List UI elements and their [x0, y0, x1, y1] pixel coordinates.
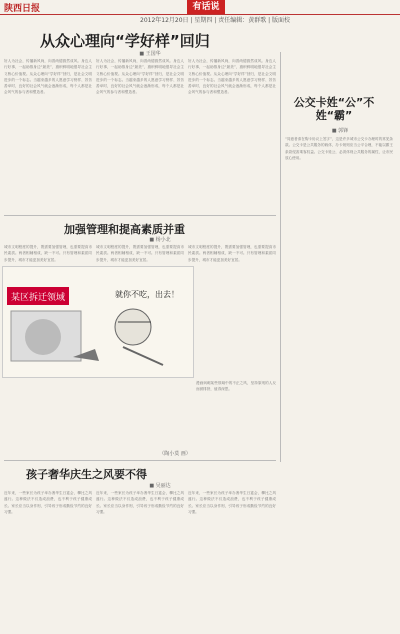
article3-column-3: 城市文明程度的提升，既需要加强管理，也需要提高市民素质。两者相辅相成，缺一不可。只有管理和素质同步提升，城市才能更加美好宜居。: [188, 245, 276, 262]
article2-byline: ■ 郭锋: [331, 128, 349, 134]
article1-column-2: 好人为社会，传播新风尚，向善尚德蔚然成风。身边人行好事，一起助推身边“最美”，旗帜鲜明地倡导社会主义核心价值观。从众心理向“学好样”回归，是社会文明进步的一个标志。当越来越多的人愿意学习榜样、效仿善举时，良好的社会风气就会逐渐形成，每个人都是社会风气的参与者和塑造者。: [96, 59, 184, 95]
article4-byline: ■ 吴丽达: [149, 483, 171, 489]
article3-column-2: 城市文明程度的提升，既需要加强管理，也需要提高市民素质。两者相辅相成，缺一不可。只有管理和素质同步提升，城市才能更加美好宜居。: [96, 245, 184, 262]
article2-headline: 公交卡姓“公”不姓“霸”: [293, 96, 375, 122]
article4-column-1: 近年来，一些家长为孩子举办奢华生日宴会，攀比之风盛行。这种做法不仅造成浪费，也不利于孩子健康成长。家长应当以身作则，引导孩子形成勤俭节约的良好习惯。: [4, 491, 92, 514]
article1-byline: ■ 王国华: [139, 51, 161, 57]
article3-byline: ■ 杨小北: [149, 237, 171, 243]
article3-headline: 加强管理和提高素质并重: [64, 223, 185, 236]
column-divider: [280, 52, 281, 462]
section-divider-2: [4, 460, 276, 461]
article1-headline: 从众心理向“学好样”回归: [40, 32, 210, 50]
cartoon-credit: （陶小莫 画）: [159, 451, 191, 457]
section-tag: 有话说: [187, 0, 225, 14]
article1-column-1: 好人为社会，传播新风尚，向善尚德蔚然成风。身边人行好事，一起助推身边“最美”，旗帜鲜明地倡导社会主义核心价值观。从众心理向“学好样”回归，是社会文明进步的一个标志。当越来越多的人愿意学习榜样、效仿善举时，良好的社会风气就会逐渐形成，每个人都是社会风气的参与者和塑造者。: [4, 59, 92, 95]
cartoon-illustration: [2, 266, 194, 378]
paper-name: 陕西日报: [4, 4, 41, 14]
section-divider-1: [4, 215, 276, 216]
article1-column-3: 好人为社会，传播新风尚，向善尚德蔚然成风。身边人行好事，一起助推身边“最美”，旗帜鲜明地倡导社会主义核心价值观。从众心理向“学好样”回归，是社会文明进步的一个标志。当越来越多的人愿意学习榜样、效仿善举时，良好的社会风气就会逐渐形成，每个人都是社会风气的参与者和塑造者。: [188, 59, 276, 95]
cartoon-drawing: [3, 267, 193, 377]
article2-body: “同意者请在购卡协议上签字”，这是许多城市公交卡办理时的常见条款。公交卡是公共服务的载体，办卡规则应当公平合理，不能以霸王条款侵害乘客权益。公交卡姓公，必须体现公共服务的属性，让市民放心使用。: [285, 137, 393, 160]
issue-meta: 2012年12月20日 | 星期四 | 责任编辑：黄群歌 | 版面校: [140, 17, 291, 24]
article3-column-1: 城市文明程度的提升，既需要加强管理，也需要提高市民素质。两者相辅相成，缺一不可。只有管理和素质同步提升，城市才能更加美好宜居。: [4, 245, 92, 262]
article4-column-3: 近年来，一些家长为孩子举办奢华生日宴会，攀比之风盛行。这种做法不仅造成浪费，也不利于孩子健康成长。家长应当以身作则，引导孩子形成勤俭节约的良好习惯。: [188, 491, 276, 514]
cartoon-sign-text: 某区拆迁领域: [10, 293, 66, 303]
cartoon-speech: 就你不吃，出去！: [115, 290, 179, 299]
article4-headline: 孩子奢华庆生之风要不得: [26, 468, 147, 481]
cartoon-caption: 漫画讽刺某些领域中的不正之风，坚持原则的人反而被排挤，值得深思。: [196, 381, 276, 392]
article4-column-2: 近年来，一些家长为孩子举办奢华生日宴会，攀比之风盛行。这种做法不仅造成浪费，也不利于孩子健康成长。家长应当以身作则，引导孩子形成勤俭节约的良好习惯。: [96, 491, 184, 514]
